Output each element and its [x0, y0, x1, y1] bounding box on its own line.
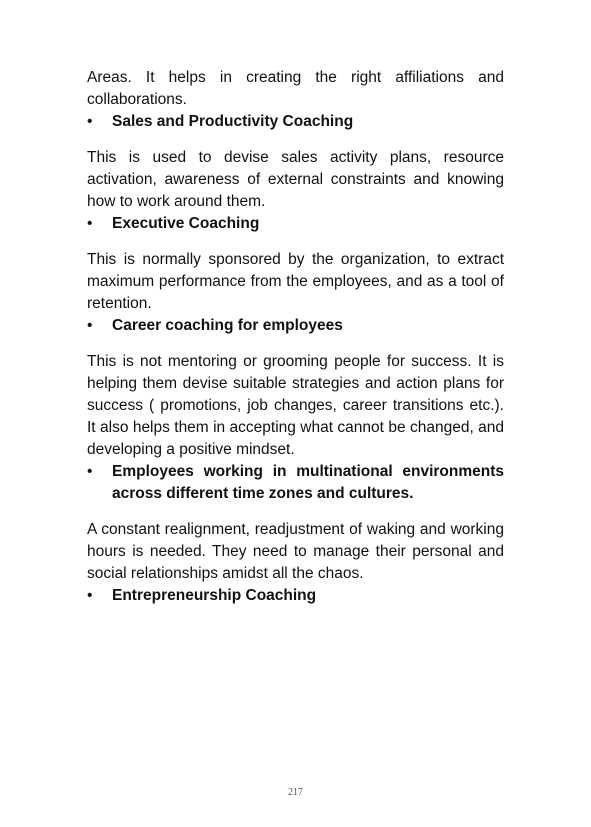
bullet-icon: •: [87, 113, 93, 130]
heading-text: Executive Coaching: [112, 215, 260, 232]
bullet-icon: •: [87, 463, 93, 480]
heading-text: Entrepreneurship Coaching: [112, 587, 317, 604]
heading-career-coaching: [87, 315, 504, 337]
heading-executive-coaching: [87, 213, 504, 235]
paragraph-executive: This is normally sponsored by the organization, to extract maximum performance from the employees, and as a tool of retention.: [87, 251, 504, 312]
document-page: [87, 67, 504, 607]
paragraph-career: This is not mentoring or grooming people for success. It is helping them devise suitable strategies and action plans for success ( promotions, job changes, career transitions etc.). It also helps them in accepting what cannot be changed, and developing a positive mindset.: [87, 353, 504, 458]
paragraph-multinational: A constant realignment, readjustment of waking and working hours is needed. They need to manage their personal and social relationships amidst all the chaos.: [87, 521, 504, 582]
page-number: 217: [288, 787, 303, 798]
heading-entrepreneurship-coaching: [87, 585, 504, 607]
bullet-icon: •: [87, 317, 93, 334]
heading-sales-productivity-coaching: [87, 111, 504, 133]
heading-text: Sales and Productivity Coaching: [112, 113, 354, 130]
bullet-icon: •: [87, 587, 93, 604]
bullet-icon: •: [87, 215, 93, 232]
heading-text: Employees working in multinational environments across different time zones and cultures.: [112, 463, 504, 502]
heading-multinational-employees: [87, 461, 504, 505]
paragraph-areas: Areas. It helps in creating the right affiliations and collaborations.: [87, 69, 504, 108]
paragraph-sales-productivity: This is used to devise sales activity plans, resource activation, awareness of external constraints and knowing how to work around them.: [87, 149, 504, 210]
heading-text: Career coaching for employees: [112, 317, 343, 334]
